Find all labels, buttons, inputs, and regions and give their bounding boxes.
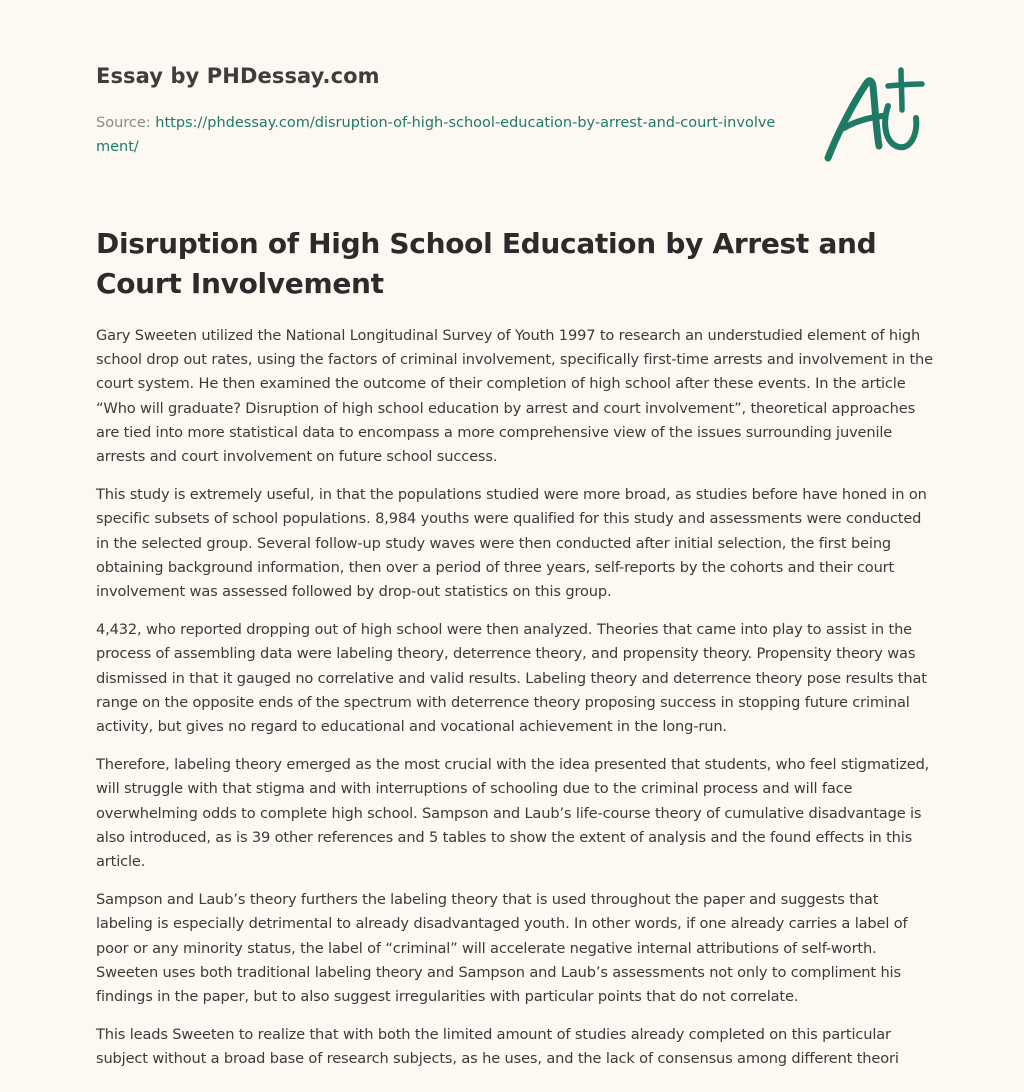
a-plus-logo-icon	[822, 66, 926, 166]
paragraph: Gary Sweeten utilized the National Longitudinal Survey of Youth 1997 to research an understudied element of high school drop out rates, using the factors of criminal involvement, specifically first-time arrests and involvement in the court system. He then examined the outcome of their completion of high school after these events. In the article “Who will graduate? Disruption of high school education by arrest and court involvement”, theoretical approaches are tied into more statistical data to encompass a more comprehensive view of the issues surrounding juvenile arrests and court involvement on future school success.	[96, 327, 933, 466]
article-body	[96, 324, 934, 1086]
source-label: Source:	[96, 115, 156, 131]
source-line	[96, 111, 776, 159]
paragraph: Therefore, labeling theory emerged as the most crucial with the idea presented that students, who feel stigmatized, will struggle with that stigma and with interruptions of schooling due to the criminal process and will face overwhelming odds to complete high school. Sampson and Laub’s life-course theory of cumulative disadvantage is also introduced, as is 39 other references and 5 tables to show the extent of analysis and the found effects in this article.	[96, 756, 930, 871]
paragraph: Sampson and Laub’s theory furthers the labeling theory that is used throughout the paper and suggests that labeling is especially detrimental to already disadvantaged youth. In other words, if one already carries a label of poor or any minority status, the label of “criminal” will accelerate negative internal attributions of self-worth. Sweeten uses both traditional labeling theory and Sampson and Laub’s assessments not only to compliment his findings in the paper, but to also suggest irregularities with particular points that do not correlate.	[96, 891, 908, 1006]
paragraph: This study is extremely useful, in that the populations studied were more broad, as studies before have honed in on specific subsets of school populations. 8,984 youths were qualified for this study and assessments were conducted in the selected group. Several follow-up study waves were then conducted after initial selection, the first being obtaining background information, then over a period of three years, self-reports by the cohorts and their court involvement was assessed followed by drop-out statistics on this group.	[96, 486, 927, 601]
article-title: Disruption of High School Education by Arrest and Court Involvement	[96, 227, 877, 300]
paragraph: 4,432, who reported dropping out of high school were then analyzed. Theories that came into play to assist in the process of assembling data were labeling theory, deterrence theory, and propensity theory. Propensity theory was dismissed in that it gauged no correlative and valid results. Labeling theory and deterrence theory pose results that range on the opposite ends of the spectrum with deterrence theory proposing success in stopping future criminal activity, but gives no regard to educational and vocational achievement in the long-run.	[96, 621, 927, 736]
source-link[interactable]: https://phdessay.com/disruption-of-high-school-education-by-arrest-and-court-involvement/	[96, 115, 776, 155]
paragraph: This leads Sweeten to realize that with both the limited amount of studies already completed on this particular subject without a broad base of research subjects, as he uses, and the lack of consensus among different theori	[96, 1026, 899, 1068]
site-title: Essay by PHDessay.com	[96, 64, 380, 88]
